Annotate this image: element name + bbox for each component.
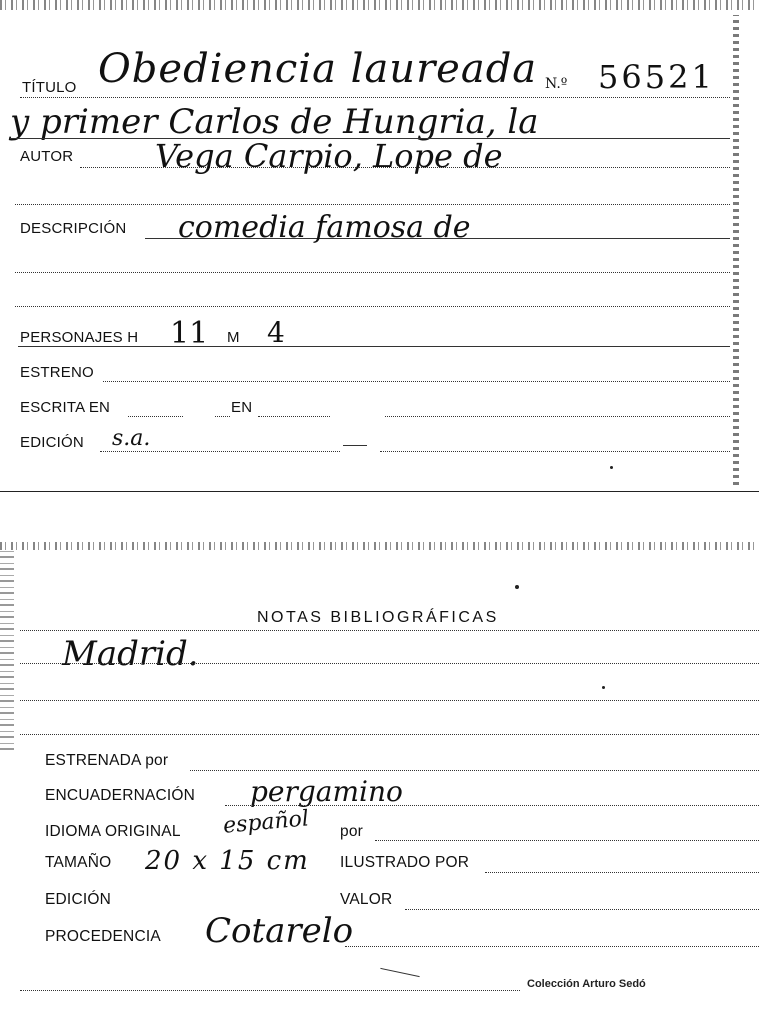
card-edge-right bbox=[733, 15, 739, 485]
blank-rule-3 bbox=[15, 306, 730, 307]
encuadernacion-label: ENCUADERNACIÓN bbox=[45, 787, 196, 804]
notes-rule-3 bbox=[20, 734, 759, 735]
tamano-label: TAMAÑO bbox=[45, 854, 112, 871]
edicion-value: s.a. bbox=[112, 426, 151, 451]
escrita-en-rule bbox=[128, 416, 183, 417]
card-edge-left bbox=[0, 550, 14, 750]
autor-label: AUTOR bbox=[20, 148, 74, 165]
notes-rule-2 bbox=[20, 700, 759, 701]
notes-value: Madrid. bbox=[62, 634, 199, 674]
scan-speck bbox=[515, 585, 519, 589]
por-label: por bbox=[340, 823, 364, 840]
edicion-label: EDICIÓN bbox=[20, 434, 84, 451]
procedencia-value: Cotarelo bbox=[205, 911, 354, 951]
descripcion-value: comedia famosa de bbox=[178, 210, 471, 245]
personajes-m-label: M bbox=[227, 329, 240, 346]
personajes-label: PERSONAJES H bbox=[20, 329, 139, 346]
idioma-label: IDIOMA ORIGINAL bbox=[45, 823, 181, 840]
titulo-label: TÍTULO bbox=[22, 79, 77, 96]
en-label: EN bbox=[231, 399, 253, 416]
descripcion-label: DESCRIPCIÓN bbox=[20, 220, 127, 237]
estrenada-rule bbox=[190, 770, 759, 771]
edicion-label: EDICIÓN bbox=[45, 891, 111, 908]
personajes-m-value: 4 bbox=[267, 316, 285, 349]
estreno-label: ESTRENO bbox=[20, 364, 94, 381]
estreno-rule bbox=[103, 381, 730, 382]
por-rule bbox=[375, 840, 759, 841]
en-rule-2 bbox=[385, 416, 730, 417]
notes-rule-1 bbox=[20, 663, 759, 664]
personajes-rule bbox=[18, 346, 730, 347]
escrita-en-label: ESCRITA EN bbox=[20, 399, 111, 416]
notas-heading: NOTAS BIBLIOGRÁFICAS bbox=[257, 609, 499, 626]
scan-mark bbox=[343, 445, 367, 446]
personajes-h-value: 11 bbox=[170, 316, 209, 351]
numero-label: N.º bbox=[545, 76, 568, 92]
scan-speck-2 bbox=[602, 686, 605, 689]
scan-speck bbox=[610, 466, 613, 469]
estrenada-label: ESTRENADA por bbox=[45, 752, 169, 769]
titulo-value: Obediencia laureada bbox=[98, 46, 538, 92]
edicion-rule-2 bbox=[380, 451, 730, 452]
tamano-value: 20 x 15 cm bbox=[145, 846, 310, 876]
blank-rule-2 bbox=[15, 272, 730, 273]
procedencia-rule bbox=[345, 946, 759, 947]
idioma-value: español bbox=[222, 806, 310, 839]
valor-rule bbox=[405, 909, 759, 910]
catalog-card-front bbox=[0, 0, 759, 495]
procedencia-label: PROCEDENCIA bbox=[45, 928, 161, 945]
encuadernacion-value: pergamino bbox=[250, 775, 403, 808]
catalog-card-back bbox=[0, 538, 759, 1028]
heading-rule bbox=[20, 630, 759, 631]
card-bottom-edge bbox=[0, 491, 759, 492]
footer-rule bbox=[20, 990, 520, 991]
autor-value: Vega Carpio, Lope de bbox=[155, 137, 503, 175]
ilustrado-label: ILUSTRADO POR bbox=[340, 854, 470, 871]
escrita-en-rule-2 bbox=[215, 416, 230, 417]
en-rule bbox=[258, 416, 330, 417]
collection-footer: Colección Arturo Sedó bbox=[527, 978, 646, 990]
ilustrado-rule bbox=[485, 872, 759, 873]
edicion-rule bbox=[100, 451, 340, 452]
titulo-value-continued: y primer Carlos de Hungria, la bbox=[10, 102, 539, 142]
scan-mark bbox=[380, 968, 419, 977]
blank-rule-1 bbox=[15, 204, 730, 205]
titulo-rule bbox=[20, 97, 730, 98]
valor-label: VALOR bbox=[340, 891, 393, 908]
numero-value: 56521 bbox=[598, 58, 715, 96]
card-edge-top bbox=[0, 542, 759, 550]
card-edge-top bbox=[0, 0, 759, 10]
